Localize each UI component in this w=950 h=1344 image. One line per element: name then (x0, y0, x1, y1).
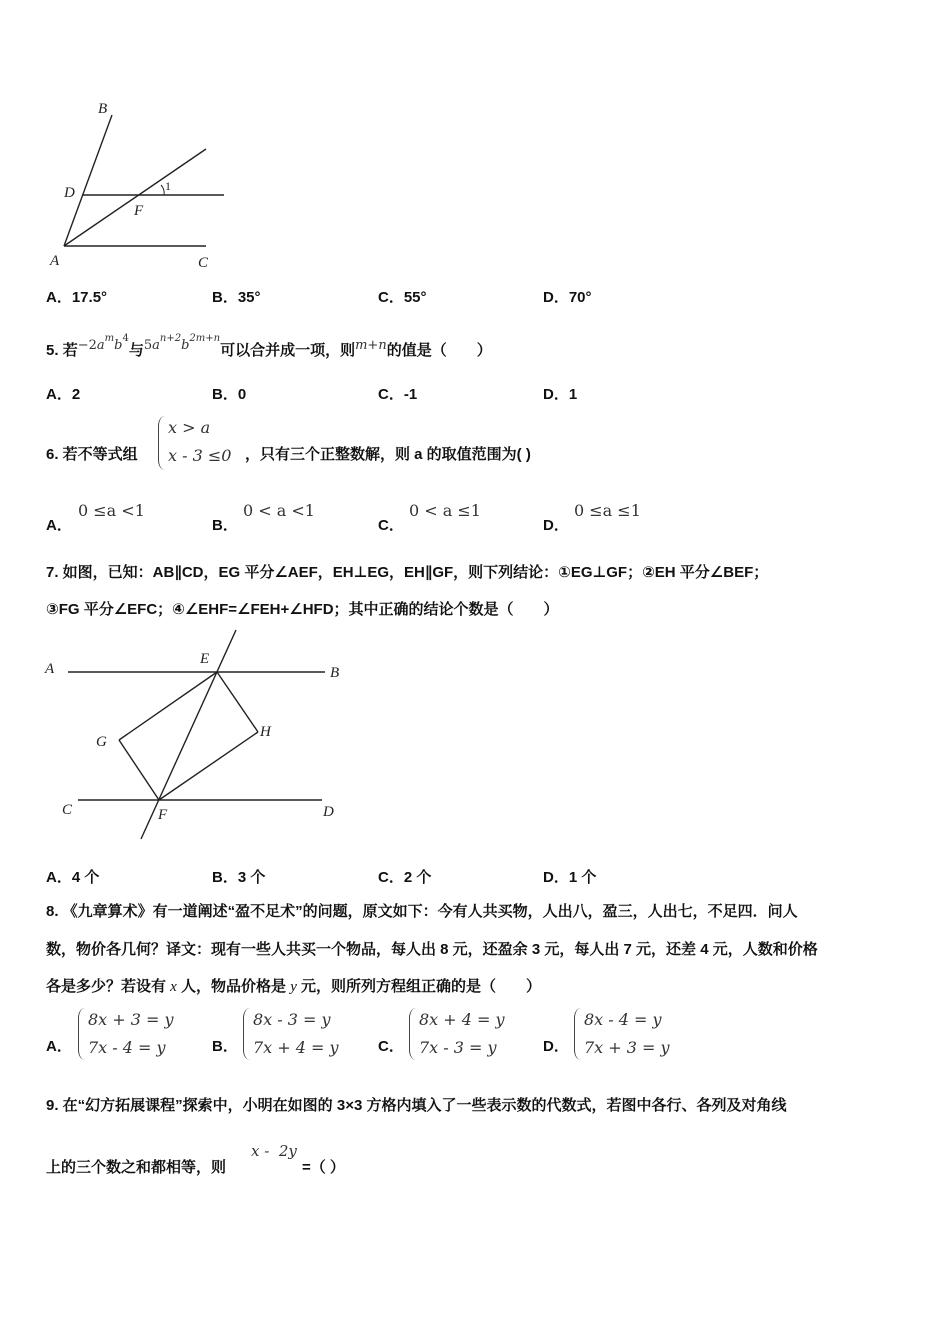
label-A: A (45, 661, 55, 677)
question-6-prefix: 6. 若不等式组 (46, 446, 138, 463)
label-F: F (158, 807, 168, 823)
question-5: 5. 若$-2a^mb^4$与$5a^{n+2}b^{2m+n}$可以合并成一项，则m+n的值是（ ） (46, 333, 492, 359)
q6-inequality-system: x > a x - 3 ≤0 (158, 414, 248, 470)
q6-option-a[interactable]: A． (46, 517, 72, 534)
segment-GF (119, 740, 159, 800)
question-6-suffix: ，只有三个正整数解，则 a 的取值范围为( ) (245, 446, 531, 463)
q6-option-b[interactable]: B． (212, 517, 238, 534)
label-E: E (200, 651, 210, 667)
question-7-line1: 7. 如图，已知：AB∥CD，EG 平分∠AEF，EH⊥EG，EH∥GF，则下列结论：①EG⊥GF；②EH 平分∠BEF； (46, 564, 769, 581)
q6-option-a-value: 0 ≤a <1 (78, 501, 145, 520)
label-F: F (134, 203, 144, 219)
q7-option-d[interactable]: D．1 个 (543, 869, 597, 886)
question-8-line1: 8. 《九章算术》有一道阐述“盈不足术”的问题，原文如下：今有人共买物，人出八，盈三，人出七，不足四．问人 (46, 903, 798, 920)
q5-expr1: $-2a^mb^4$ (77, 333, 129, 353)
label-B: B (98, 101, 108, 117)
q5-option-d[interactable]: D．1 (543, 386, 578, 403)
q8-option-c-system: 8x + 4 = y 7x - 3 = y (409, 1006, 519, 1062)
q5-option-b[interactable]: B．0 (212, 386, 247, 403)
q7-option-a[interactable]: A．4 个 (46, 869, 100, 886)
q8-option-d-system: 8x - 4 = y 7x + 3 = y (574, 1006, 684, 1062)
figure-parallel-lines-rectangle (40, 625, 360, 845)
label-C: C (62, 802, 73, 818)
question-9-line1: 9. 在“幻方拓展课程”探索中，小明在如图的 3×3 方格内填入了一些表示数的代数式，若图中各行、各列及对角线 (46, 1097, 787, 1114)
question-7-line2: ③FG 平分∠EFC；④∠EHF=∠FEH+∠HFD；其中正确的结论个数是（ ） (46, 601, 559, 618)
figure-angle-parallel (40, 95, 240, 275)
label-1: 1 (165, 179, 171, 193)
q7-option-b[interactable]: B．3 个 (212, 869, 266, 886)
transversal-EF (141, 630, 236, 839)
segment-EG (119, 672, 217, 740)
label-A: A (50, 253, 60, 269)
q4-option-a[interactable]: A．17.5° (46, 289, 108, 306)
label-D: D (64, 185, 75, 201)
q6-option-c[interactable]: C． (378, 517, 404, 534)
q5-option-a[interactable]: A．2 (46, 386, 81, 403)
q8-option-b-system: 8x - 3 = y 7x + 4 = y (243, 1006, 353, 1062)
q6-option-d-value: 0 ≤a ≤1 (574, 501, 641, 520)
q8-option-b[interactable]: B． (212, 1038, 238, 1055)
line-AB (64, 115, 112, 246)
question-8-line2: 数，物价各几何？译文：现有一些人共买一个物品，每人出 8 元，还盈余 3 元，每人出 7 元，还差 4 元，人数和价格 (46, 941, 818, 958)
label-B: B (330, 665, 340, 681)
q5-expr2: $5a^{n+2}b^{2m+n}$ (143, 333, 221, 353)
question-8-line3: 各是多少？若设有 x 人，物品价格是 y 元，则所列方程组正确的是（ ） (46, 978, 542, 995)
q4-option-c[interactable]: C．55° (378, 289, 427, 306)
label-D: D (323, 804, 334, 820)
angle-1-arc (161, 185, 164, 195)
label-G: G (96, 734, 107, 750)
question-9-line2-suffix: =（ ） (302, 1159, 345, 1176)
q6-option-d[interactable]: D． (543, 517, 569, 534)
q5-expr3: m+n (355, 338, 387, 353)
q8-option-c[interactable]: C． (378, 1038, 404, 1055)
segment-EH (217, 672, 258, 732)
q8-option-a[interactable]: A． (46, 1038, 72, 1055)
q8-option-d[interactable]: D． (543, 1038, 569, 1055)
q5-option-c[interactable]: C．-1 (378, 386, 418, 403)
q8-option-a-system: 8x + 3 = y 7x - 4 = y (78, 1006, 188, 1062)
question-9-line2-prefix: 上的三个数之和都相等，则 (46, 1159, 227, 1176)
line-AF (64, 149, 206, 246)
label-H: H (260, 724, 271, 740)
q4-option-b[interactable]: B．35° (212, 289, 261, 306)
q4-option-d[interactable]: D．70° (543, 289, 592, 306)
label-C: C (198, 255, 209, 271)
q6-option-b-value: 0 < a <1 (243, 501, 315, 520)
q9-expression: x - 2y (251, 1142, 297, 1160)
q6-option-c-value: 0 < a ≤1 (409, 501, 481, 520)
q7-option-c[interactable]: C．2 个 (378, 869, 432, 886)
